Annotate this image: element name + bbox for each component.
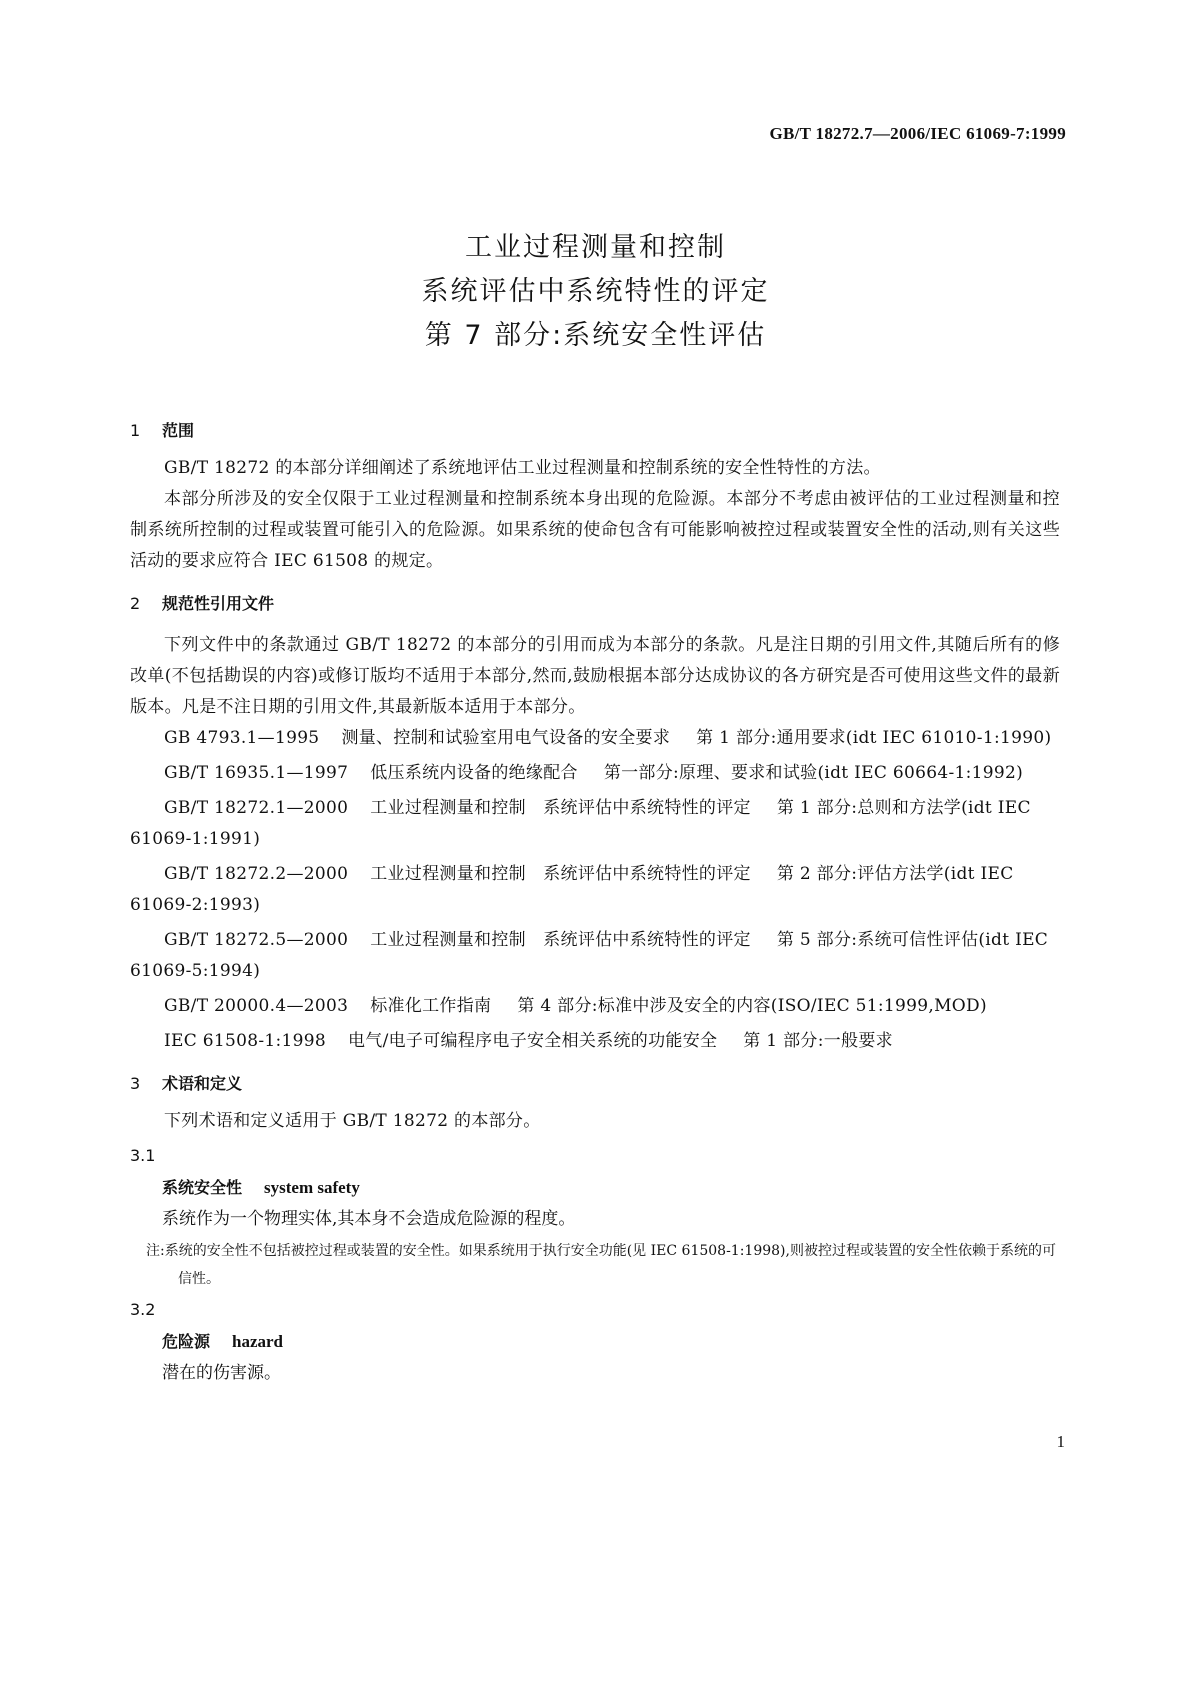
reference-part: 第 1 部分:一般要求 bbox=[743, 1031, 893, 1051]
section-title: 规范性引用文件 bbox=[162, 594, 275, 613]
term-english: system safety bbox=[264, 1178, 360, 1197]
reference-code: GB/T 18272.2—2000 bbox=[164, 864, 349, 884]
reference-code: GB/T 16935.1—1997 bbox=[164, 763, 349, 783]
section-3-heading bbox=[130, 1061, 1060, 1106]
term-definition: 系统作为一个物理实体,其本身不会造成危险源的程度。 bbox=[162, 1209, 576, 1229]
reference-title: 测量、控制和试验室用电气设备的安全要求 bbox=[341, 728, 671, 748]
reference-item bbox=[130, 723, 1060, 754]
section-title: 范围 bbox=[162, 421, 195, 440]
paragraph: 下列文件中的条款通过 GB/T 18272 的本部分的引用而成为本部分的条款。凡是注日期的引用文件,其随后所有的修改单(不包括勘误的内容)或修订版均不适用于本部分,然而,鼓励根据本部分达成协议的各方研究是否可使用这些文件的最新版本。凡是不注日期的引用文件,其最新版本适用于本部分。 bbox=[130, 635, 1060, 717]
reference-code: GB/T 20000.4—2003 bbox=[164, 996, 349, 1016]
section-2-heading bbox=[130, 581, 1060, 626]
reference-item bbox=[130, 991, 1060, 1022]
reference-item bbox=[130, 925, 1060, 987]
reference-part: 第 5 部分:系统可信性评估(idt IEC 61069-5:1994) bbox=[130, 930, 1049, 981]
reference-part: 第一部分:原理、要求和试验(idt IEC 60664-1:1992) bbox=[603, 763, 1024, 783]
reference-title: 工业过程测量和控制 系统评估中系统特性的评定 bbox=[370, 798, 751, 818]
title-line-2: 系统评估中系统特性的评定 bbox=[421, 276, 770, 307]
page-number: 1 bbox=[1056, 1432, 1065, 1451]
paragraph: 本部分所涉及的安全仅限于工业过程测量和控制系统本身出现的危险源。本部分不考虑由被评估的工业过程测量和控制系统所控制的过程或装置可能引入的危险源。如果系统的使命包含有可能影响被控过程或装置安全性的活动,则有关这些活动的要求应符合 IEC 61508 的规定。 bbox=[130, 489, 1060, 571]
document-title bbox=[0, 226, 1191, 358]
reference-title: 电气/电子可编程序电子安全相关系统的功能安全 bbox=[347, 1031, 718, 1051]
term-number: 3.2 bbox=[130, 1300, 156, 1319]
paragraph: 下列术语和定义适用于 GB/T 18272 的本部分。 bbox=[164, 1111, 541, 1131]
title-line-1: 工业过程测量和控制 bbox=[465, 232, 726, 263]
reference-title: 工业过程测量和控制 系统评估中系统特性的评定 bbox=[370, 864, 751, 884]
section-number: 2 bbox=[130, 594, 141, 613]
title-line-3: 第 7 部分:系统安全性评估 bbox=[424, 320, 767, 351]
section-title: 术语和定义 bbox=[162, 1074, 243, 1093]
reference-code: GB 4793.1—1995 bbox=[164, 728, 320, 748]
reference-code: GB/T 18272.1—2000 bbox=[164, 798, 349, 818]
term-chinese: 危险源 bbox=[162, 1332, 211, 1351]
section-number: 3 bbox=[130, 1074, 141, 1093]
term-chinese: 系统安全性 bbox=[162, 1178, 243, 1197]
term-note: 注:系统的安全性不包括被控过程或装置的安全性。如果系统用于执行安全功能(见 IEC 61508-1:1998),则被控过程或装置的安全性依赖于系统的可信性。 bbox=[146, 1243, 1056, 1287]
document-body bbox=[130, 408, 1060, 1389]
paragraph: GB/T 18272 的本部分详细阐述了系统地评估工业过程测量和控制系统的安全性特性的方法。 bbox=[164, 458, 881, 478]
standard-code: GB/T 18272.7—2006/IEC 61069-7:1999 bbox=[769, 124, 1066, 143]
reference-part: 第 2 部分:评估方法学(idt IEC 61069-2:1993) bbox=[130, 864, 1014, 915]
reference-item bbox=[130, 859, 1060, 921]
term-number: 3.1 bbox=[130, 1146, 156, 1165]
section-1-heading bbox=[130, 408, 1060, 453]
reference-title: 低压系统内设备的绝缘配合 bbox=[370, 763, 578, 783]
reference-part: 第 4 部分:标准中涉及安全的内容(ISO/IEC 51:1999,MOD) bbox=[517, 996, 987, 1016]
term-english: hazard bbox=[232, 1332, 284, 1351]
reference-part: 第 1 部分:总则和方法学(idt IEC 61069-1:1991) bbox=[130, 798, 1031, 849]
reference-item bbox=[130, 793, 1060, 855]
reference-part: 第 1 部分:通用要求(idt IEC 61010-1:1990) bbox=[696, 728, 1052, 748]
reference-title: 标准化工作指南 bbox=[370, 996, 492, 1016]
term-entry bbox=[162, 1172, 1060, 1204]
reference-code: IEC 61508-1:1998 bbox=[164, 1031, 326, 1051]
section-number: 1 bbox=[130, 421, 141, 440]
reference-item bbox=[130, 1026, 1060, 1057]
reference-code: GB/T 18272.5—2000 bbox=[164, 930, 349, 950]
term-entry bbox=[162, 1326, 1060, 1358]
term-definition: 潜在的伤害源。 bbox=[162, 1363, 281, 1383]
reference-title: 工业过程测量和控制 系统评估中系统特性的评定 bbox=[370, 930, 751, 950]
reference-item bbox=[130, 758, 1060, 789]
